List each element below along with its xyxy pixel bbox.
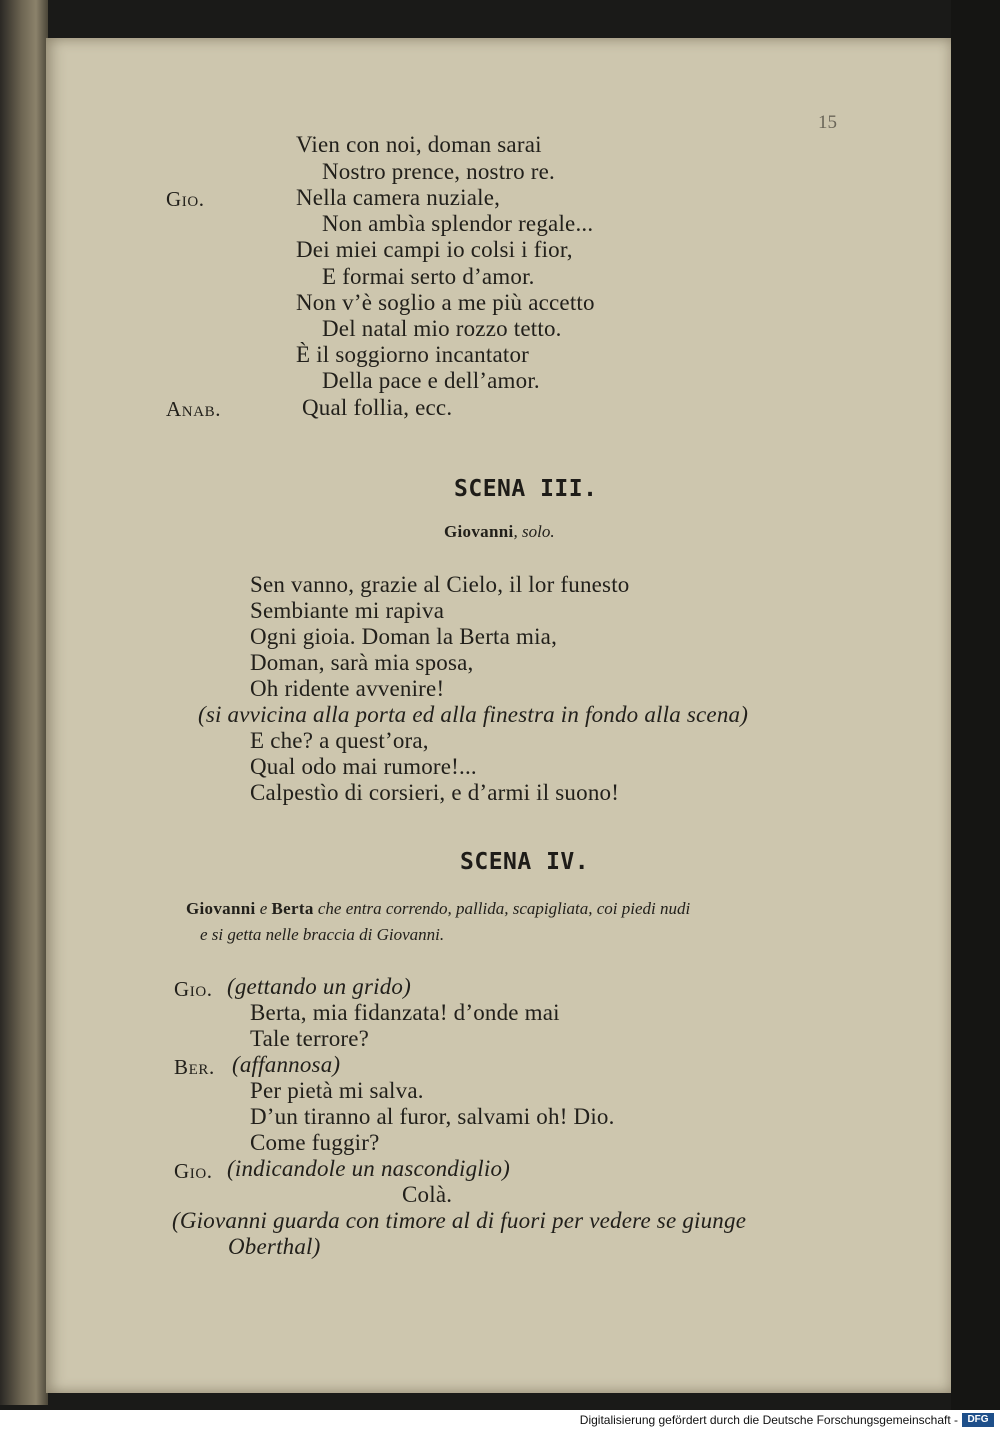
digitization-footer: [0, 1410, 1000, 1430]
character-name: Berta: [271, 899, 314, 918]
verse-line: Ogni gioia. Doman la Berta mia,: [250, 624, 558, 649]
verse-line: Non v’è soglio a me più accetto: [296, 290, 595, 315]
speaker-label: Ber.: [174, 1055, 215, 1079]
conjunction: e: [259, 899, 268, 918]
scene-heading: SCENA III.: [454, 476, 598, 502]
character-note: , solo.: [513, 522, 555, 541]
stage-direction: (indicandole un nascondiglio): [227, 1156, 511, 1181]
verse-line: Oh ridente avvenire!: [250, 676, 445, 701]
speaker-label: Gio.: [174, 1159, 213, 1183]
stage-direction: (Giovanni guarda con timore al di fuori per vedere se giunge: [172, 1208, 747, 1233]
verse-line: Qual follia, ecc.: [302, 395, 453, 420]
stage-direction: (si avvicina alla porta ed alla finestra in fondo alla scena): [198, 702, 749, 727]
speaker-label: Gio.: [174, 977, 213, 1001]
verse-line: Del natal mio rozzo tetto.: [322, 316, 562, 341]
stage-direction: (affannosa): [232, 1052, 341, 1077]
verse-line: Nella camera nuziale,: [296, 185, 501, 210]
verse-line: Non ambìa splendor regale...: [322, 211, 594, 236]
verse-line: E formai serto d’amor.: [322, 264, 535, 289]
speaker-label: Gio.: [166, 187, 205, 211]
verse-line: Vien con noi, doman sarai: [296, 132, 542, 157]
scene-description: e si getta nelle braccia di Giovanni.: [200, 925, 445, 944]
scene-characters: [444, 522, 555, 542]
stage-direction: (gettando un grido): [227, 974, 411, 999]
dfg-logo: DFG: [962, 1413, 994, 1427]
character-name: Giovanni: [186, 899, 256, 918]
scan-border: [951, 0, 1000, 1410]
verse-line: Tale terrore?: [250, 1026, 370, 1051]
scene-description: che entra correndo, pallida, scapigliata, coi piedi nudi: [317, 899, 691, 918]
verse-line: Doman, sarà mia sposa,: [250, 650, 474, 675]
scene-heading: SCENA IV.: [460, 849, 590, 875]
funding-notice: Digitalisierung gefördert durch die Deutsche Forschungsgemeinschaft -: [579, 1413, 958, 1427]
verse-line: Calpestìo di corsieri, e d’armi il suono!: [250, 780, 620, 805]
book-spine-edge: [0, 0, 48, 1405]
verse-line: E che? a quest’ora,: [250, 728, 429, 753]
verse-line: Nostro prence, nostro re.: [322, 159, 556, 184]
verse-line: D’un tiranno al furor, salvami oh! Dio.: [250, 1104, 615, 1129]
verse-line: Dei miei campi io colsi i fior,: [296, 237, 573, 262]
verse-line: Qual odo mai rumore!...: [250, 754, 477, 779]
stage-direction: Oberthal): [228, 1234, 321, 1259]
verse-line: Come fuggir?: [250, 1130, 380, 1155]
verse-line: Della pace e dell’amor.: [322, 368, 540, 393]
character-name: Giovanni: [444, 522, 514, 541]
speaker-label: Anab.: [166, 397, 222, 421]
verse-line: Sen vanno, grazie al Cielo, il lor funesto: [250, 572, 630, 597]
verse-line: Sembiante mi rapiva: [250, 598, 445, 623]
page-number: 15: [818, 112, 837, 133]
verse-line: Per pietà mi salva.: [250, 1078, 424, 1103]
verse-line: È il soggiorno incantator: [296, 342, 530, 367]
verse-line: Colà.: [402, 1182, 453, 1207]
scene-characters: [186, 899, 690, 919]
verse-line: Berta, mia fidanzata! d’onde mai: [250, 1000, 560, 1025]
